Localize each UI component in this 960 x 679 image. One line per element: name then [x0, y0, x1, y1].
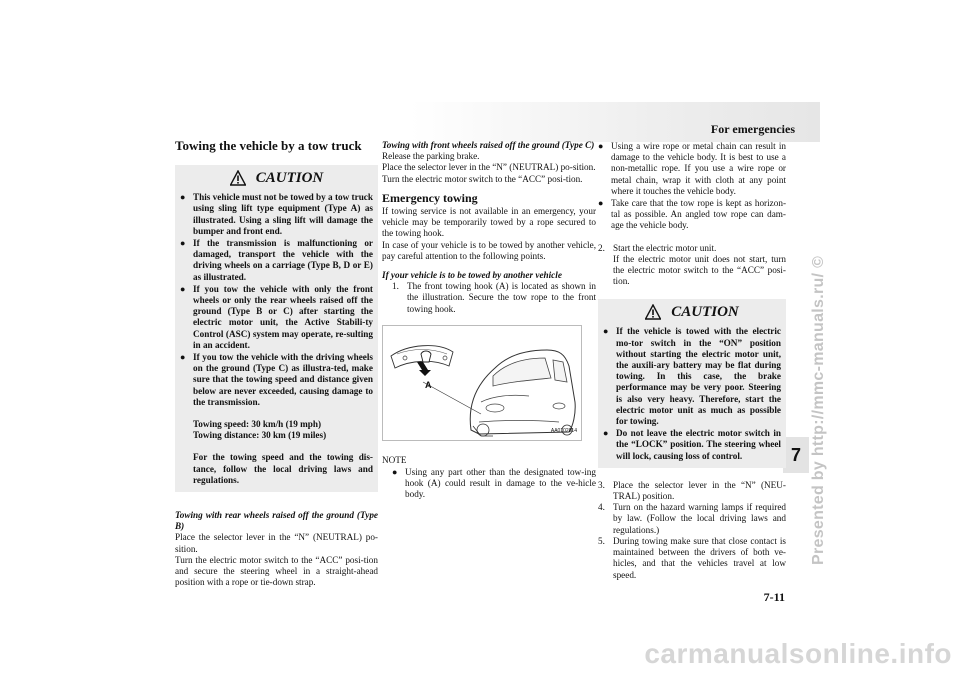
type-b-text: Place the selector lever in the “N” (NEUTRAL) po-sition.: [175, 532, 378, 554]
caution-item: ● Do not leave the electric motor switch in the “LOCK” position. The steering wheel will lock, causing loss of control.: [603, 428, 781, 461]
caution-label: CAUTION: [255, 169, 324, 186]
towing-speed: Towing speed: 30 km/h (19 mph): [193, 419, 322, 430]
column-right: [598, 140, 786, 581]
hook-label-a: A: [425, 379, 432, 390]
type-c-heading: Towing with front wheels raised off the ground (Type C): [382, 140, 595, 150]
car-front-illustration: [383, 326, 581, 440]
type-c-text: Turn the electric motor switch to the “ACC” posi-tion.: [382, 173, 583, 184]
step-1: 1. The front towing hook (A) is located as shown in the illustration. Secure the tow rope to the front towing hook.: [392, 281, 596, 314]
warning-triangle-icon: [230, 170, 246, 186]
side-watermark: Presented by http://mmc-manuals.ru/ ©: [810, 255, 827, 565]
emergency-text: If towing service is not available in an emergency, your vehicle may be temporarily towed by a rope secured to the towing hook.: [382, 206, 596, 239]
figure-code: AA0102814: [550, 427, 577, 434]
page-number: 7-11: [763, 590, 785, 604]
step-2-sub: If the electric motor unit does not start, turn the electric motor switch to the “ACC” posi-tion.: [613, 253, 786, 287]
column-left: [175, 140, 378, 589]
chapter-number: 7: [790, 445, 801, 465]
chapter-tab: [783, 437, 809, 473]
towing-distance: Towing distance: 30 km (19 miles): [193, 430, 327, 441]
type-b-text: Turn the electric motor switch to the “ACC” posi-tion and secure the steering wheel in a straight-ahead position with a rope or tie-down strap.: [175, 554, 378, 588]
caution-header: [603, 299, 781, 325]
step-4: 4. Turn on the hazard warning lamps if required by law. (Follow the local driving laws and regulations.): [598, 502, 786, 535]
rope-bullet: ● Using a wire rope or metal chain can result in damage to the vehicle body. It is best to use a non-metallic rope. If you use a wire rope or metal chain, wrap it with cloth at any point where it touches the vehicle body.: [598, 141, 786, 196]
step-2: 2. Start the electric motor unit.: [598, 242, 717, 253]
caution-item: ● This vehicle must not be towed by a tow truck using sling lift type equipment (Type A) as illustrated. Using a sling lift will damage the bumper and front end.: [180, 192, 373, 236]
caution-item: ● If you tow the vehicle with only the front wheels or only the rear wheels raised off the ground (Type B or C) after starting the electric motor unit, the Active Stabili-ty Control (ASC) system may operate, re-sulting in an accident.: [180, 283, 373, 350]
caution-item: ● If the vehicle is towed with the electric mo-tor switch in the “ON” position without starting the electric motor unit, the auxili-ary battery may be flat during towing. In this case, the brake performance may be very poor. Steering is also very heavy. Therefore, start the electric motor unit as much as possible for towing.: [603, 326, 781, 427]
rope-bullet: ● Take care that the tow rope is kept as horizon-tal as possible. An angled tow rope can dam-age the vehicle body.: [598, 198, 786, 231]
type-c-text: Place the selector lever in the “N” (NEUTRAL) po-sition.: [382, 162, 596, 173]
page-title: Towing the vehicle by a tow truck: [175, 138, 362, 153]
type-c-text: Release the parking brake.: [382, 151, 480, 162]
caution-item: ● If the transmission is malfunctioning or damaged, transport the vehicle with the driving wheels on a carriage (Type B, D or E) as illustrated.: [180, 238, 373, 282]
caution-label: CAUTION: [671, 303, 739, 320]
warning-triangle-icon: [645, 304, 661, 320]
step-3: 3. Place the selector lever in the “N” (NEU-TRAL) position.: [598, 479, 786, 502]
caution-box-1: [175, 165, 378, 492]
towing-hook-illustration: [382, 325, 582, 441]
another-vehicle-heading: If your vehicle is to be towed by another vehicle: [382, 270, 562, 281]
section-header: For emergencies: [710, 122, 795, 136]
note-label: NOTE: [382, 454, 407, 465]
caution-item: ● If you tow the vehicle with the driving wheels on the ground (Type C) as illustra-ted, make sure that the towing speed and distance given below are never exceeded, causing damage to the transmission.: [180, 352, 373, 407]
column-middle: [382, 140, 596, 501]
caution-header: [180, 165, 373, 191]
site-watermark: carmanualsonline.info: [644, 638, 952, 669]
emergency-towing-heading: Emergency towing: [382, 190, 478, 205]
note-item: ● Using any part other than the designated tow-ing hook (A) could result in damage to the ve-hicle body.: [392, 467, 596, 500]
type-b-heading: Towing with rear wheels raised off the ground (Type B): [175, 510, 378, 532]
step-5: 5. During towing make sure that close contact is maintained between the drivers of both ve-hicles, and that the vehicles travel at low speed.: [598, 535, 786, 580]
emergency-text: In case of your vehicle is to be towed by another vehicle, pay careful attention to the following points.: [382, 239, 596, 261]
towing-follow-laws: For the towing speed and the towing dis-tance, follow the local driving laws and regulations.: [193, 452, 373, 485]
caution-box-2: [598, 299, 786, 467]
